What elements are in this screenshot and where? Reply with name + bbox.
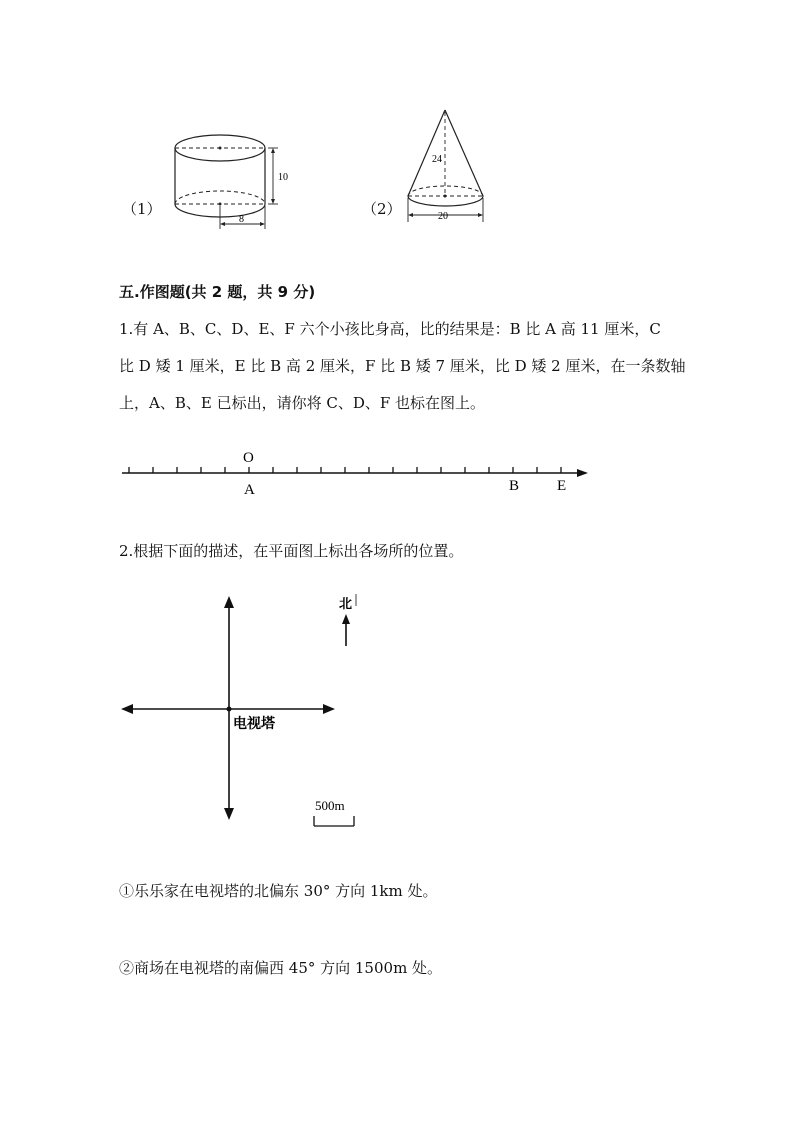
- scale-label: 500m: [315, 798, 345, 813]
- point-b-label: B: [509, 478, 520, 494]
- section-heading: 五.作图题(共 2 题，共 9 分): [119, 283, 316, 301]
- cone-label: （2）: [362, 200, 402, 218]
- question-1-line-2: 比 D 矮 1 厘米，E 比 B 高 2 厘米，F 比 B 矮 7 厘米，比 D 矮 2 厘米，在一条数轴: [119, 357, 686, 375]
- direction-map: [118, 590, 368, 830]
- cylinder-radius-label: 8: [239, 214, 244, 225]
- north-label: 北: [339, 596, 353, 611]
- tv-tower-label: 电视塔: [233, 717, 275, 732]
- cone-figure: [400, 104, 500, 228]
- cylinder-label: （1）: [122, 200, 162, 218]
- point-a-label: A: [244, 482, 255, 498]
- point-e-label: E: [557, 478, 567, 494]
- cylinder-figure: [160, 128, 290, 230]
- question-1-text: [119, 311, 699, 422]
- question-2-item-2: ②商场在电视塔的南偏西 45° 方向 1500m 处。: [119, 959, 443, 977]
- question-1-line-1: 1.有 A、B、C、D、E、F 六个小孩比身高，比的结果是：B 比 A 高 11 厘米，C: [119, 320, 661, 338]
- question-1-line-3: 上，A、B、E 已标出，请你将 C、D、F 也标在图上。: [119, 394, 486, 412]
- number-line: [118, 446, 598, 498]
- cone-height-label: 24: [432, 154, 442, 165]
- question-2-text: 2.根据下面的描述，在平面图上标出各场所的位置。: [119, 542, 464, 560]
- number-line-ticks: [129, 467, 561, 473]
- cylinder-height-label: 10: [278, 172, 288, 183]
- question-2-item-1: ①乐乐家在电视塔的北偏东 30° 方向 1km 处。: [119, 882, 438, 900]
- cone-diameter-label: 20: [438, 211, 448, 222]
- origin-label: O: [243, 450, 254, 466]
